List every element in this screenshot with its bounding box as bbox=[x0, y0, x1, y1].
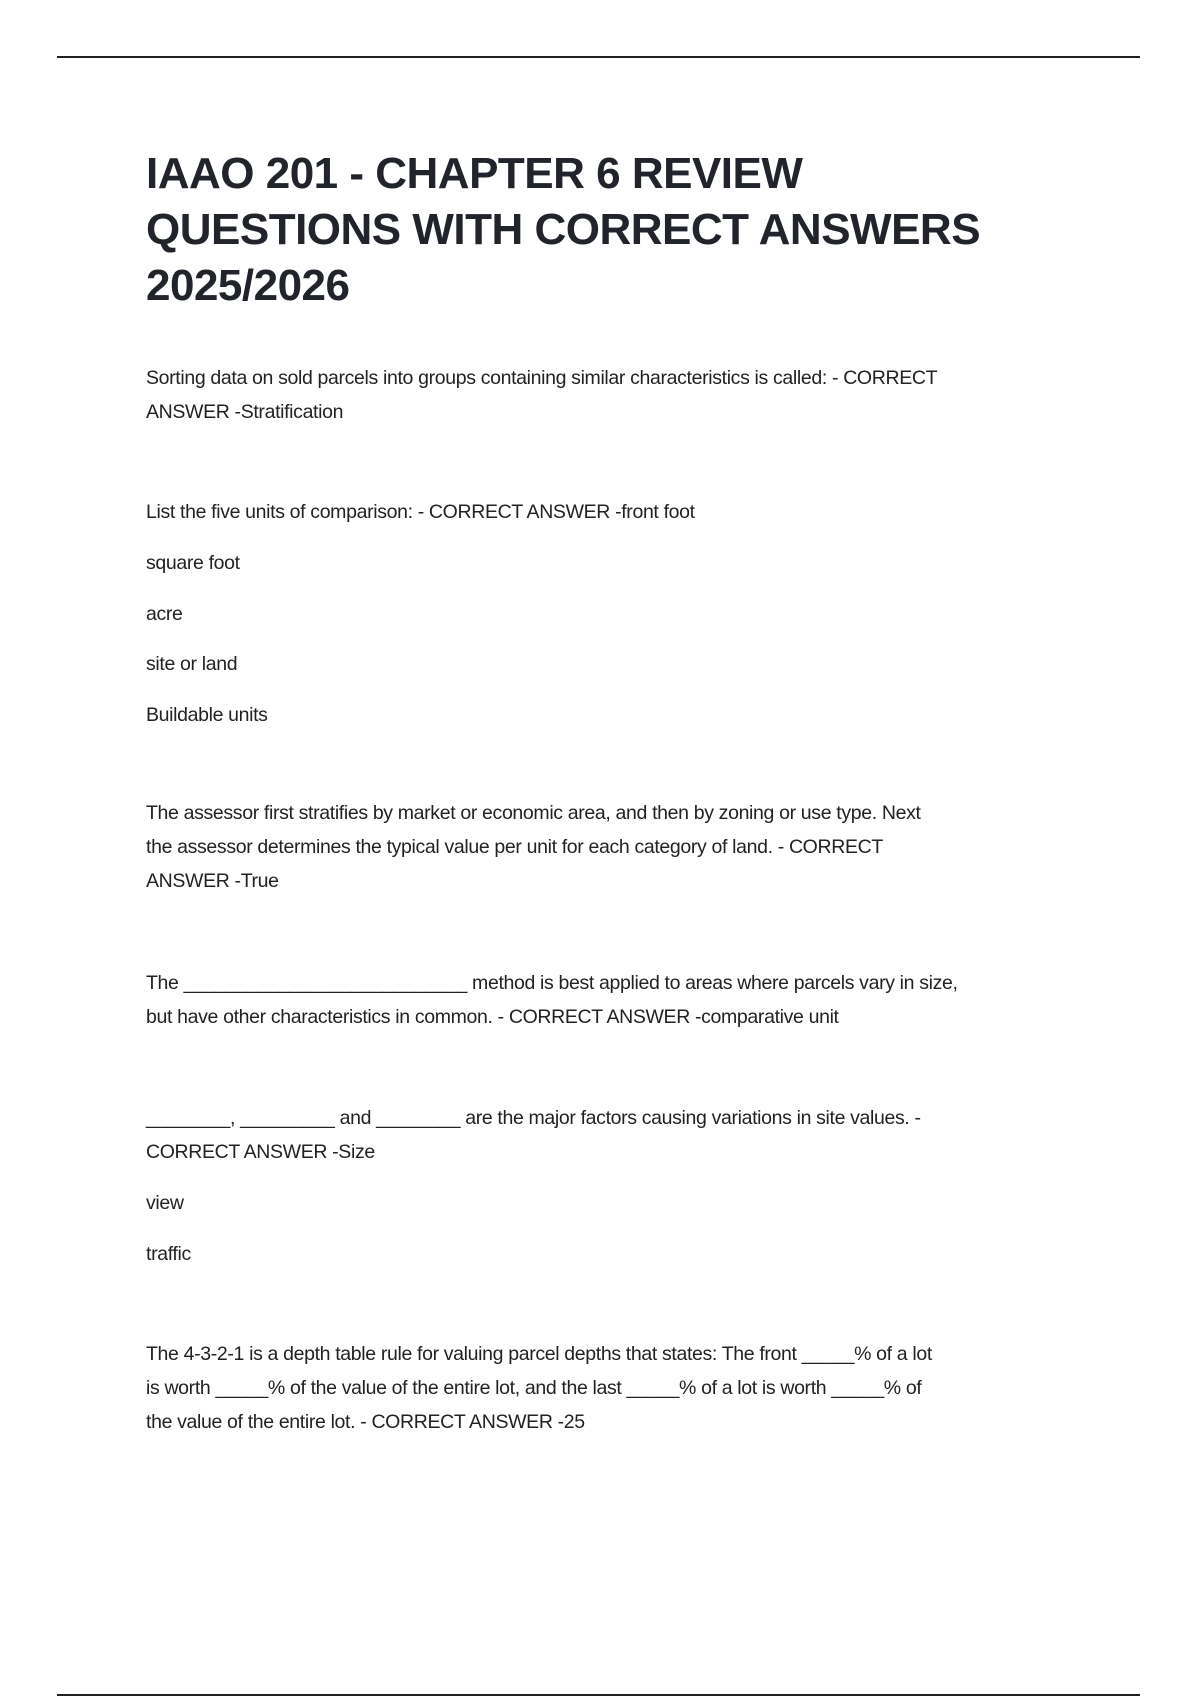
title-line: QUESTIONS WITH CORRECT ANSWERS bbox=[146, 205, 981, 254]
question-text: List the five units of comparison: - CORRECT ANSWER -front foot bbox=[146, 501, 695, 523]
question-text: Sorting data on sold parcels into groups containing similar characteristics is called: - CORRECT bbox=[146, 367, 938, 389]
question-text: the assessor determines the typical value per unit for each category of land. - CORRECT bbox=[146, 836, 883, 858]
header-rule bbox=[57, 56, 1140, 58]
answer-item: Buildable units bbox=[146, 704, 268, 726]
title-line: IAAO 201 - CHAPTER 6 REVIEW bbox=[146, 149, 803, 198]
question-text: The assessor first stratifies by market or economic area, and then by zoning or use type. Next bbox=[146, 802, 921, 824]
question-5 bbox=[146, 1101, 921, 1271]
question-text: CORRECT ANSWER -Size bbox=[146, 1141, 375, 1163]
document-title bbox=[146, 146, 980, 314]
question-6 bbox=[146, 1337, 932, 1439]
question-2 bbox=[146, 495, 695, 732]
question-text: but have other characteristics in common. - CORRECT ANSWER -comparative unit bbox=[146, 1006, 839, 1028]
footer-rule bbox=[57, 1694, 1140, 1696]
title-line: 2025/2026 bbox=[146, 261, 350, 310]
answer-item: acre bbox=[146, 603, 183, 625]
question-text: ANSWER -Stratification bbox=[146, 401, 344, 423]
answer-item: square foot bbox=[146, 552, 240, 574]
question-3 bbox=[146, 796, 921, 898]
question-text: is worth _____% of the value of the entire lot, and the last _____% of a lot is worth _____% of bbox=[146, 1377, 922, 1399]
question-text: the value of the entire lot. - CORRECT ANSWER -25 bbox=[146, 1411, 585, 1433]
question-4 bbox=[146, 966, 958, 1034]
answer-item: view bbox=[146, 1192, 184, 1214]
question-text: The ___________________________ method is best applied to areas where parcels vary in size, bbox=[146, 972, 958, 994]
question-text: ________, _________ and ________ are the major factors causing variations in site values. - bbox=[146, 1107, 921, 1129]
question-text: The 4-3-2-1 is a depth table rule for valuing parcel depths that states: The front _____% of a lot bbox=[146, 1343, 932, 1365]
answer-item: site or land bbox=[146, 653, 238, 675]
question-1 bbox=[146, 361, 937, 429]
answer-item: traffic bbox=[146, 1243, 191, 1265]
question-text: ANSWER -True bbox=[146, 870, 279, 892]
